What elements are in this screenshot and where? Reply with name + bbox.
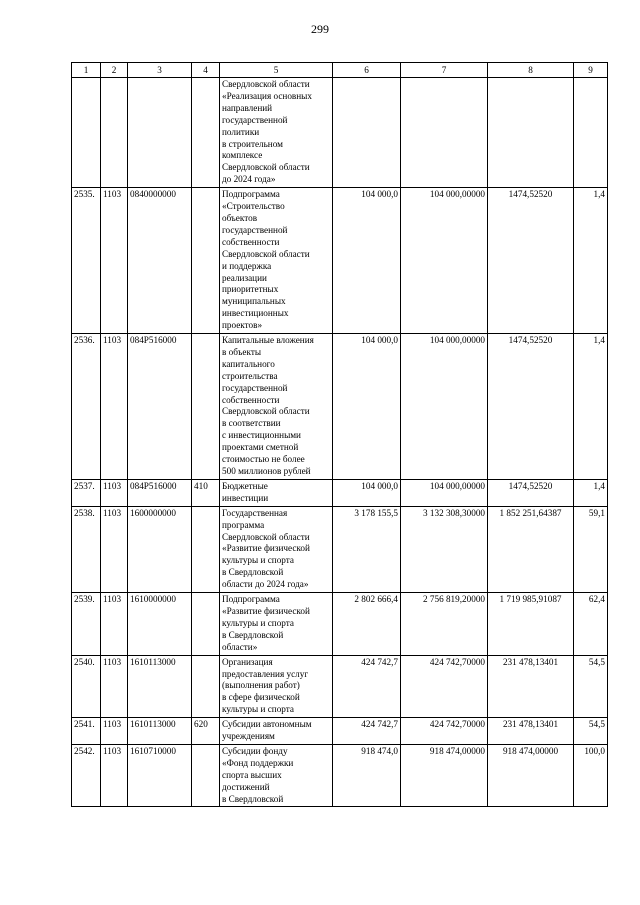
column-header: 8 [488, 63, 574, 78]
target-article-code-cell: 0840000000 [128, 188, 192, 334]
approved-amount-cell: 918 474,0 [333, 744, 401, 807]
expense-type-code-cell: 620 [192, 718, 220, 745]
row-number-cell: 2538. [72, 506, 101, 592]
column-header: 9 [574, 63, 608, 78]
table-row [72, 655, 608, 718]
column-header: 7 [401, 63, 488, 78]
execution-percent-cell: 1,4 [574, 334, 608, 480]
item-name-cell: Подпрограмма «Развитие физической культуры и спорта в Свердловской области» [220, 593, 333, 656]
section-code-cell: 1103 [101, 479, 128, 506]
section-code-cell: 1103 [101, 655, 128, 718]
item-name-cell: Бюджетные инвестиции [220, 479, 333, 506]
budget-allocation-cell: 104 000,00000 [401, 188, 488, 334]
approved-amount-cell: 2 802 666,4 [333, 593, 401, 656]
execution-percent-cell: 100,0 [574, 744, 608, 807]
item-name-cell: Государственная программа Свердловской области «Развитие физической культуры и спорта в Свердловской области до 2024 года» [220, 506, 333, 592]
section-code-cell: 1103 [101, 506, 128, 592]
target-article-code-cell: 1610000000 [128, 593, 192, 656]
page-number: 299 [311, 22, 329, 36]
item-name-cell: Капитальные вложения в объекты капитального строительства государственной собственности Свердловской области в соответствии с инвестиционными проектами сметной стоимостью не более 500 миллионов рублей [220, 334, 333, 480]
column-header: 3 [128, 63, 192, 78]
section-code-cell: 1103 [101, 593, 128, 656]
target-article-code-cell [128, 78, 192, 188]
table-row [72, 334, 608, 480]
row-number-cell: 2540. [72, 655, 101, 718]
column-header: 4 [192, 63, 220, 78]
expense-type-code-cell [192, 78, 220, 188]
execution-percent-cell: 62,4 [574, 593, 608, 656]
target-article-code-cell: 084P516000 [128, 479, 192, 506]
table-row [72, 593, 608, 656]
section-code-cell [101, 78, 128, 188]
approved-amount-cell: 3 178 155,5 [333, 506, 401, 592]
target-article-code-cell: 1610710000 [128, 744, 192, 807]
expense-type-code-cell [192, 593, 220, 656]
budget-allocation-cell: 918 474,00000 [401, 744, 488, 807]
execution-percent-cell: 1,4 [574, 479, 608, 506]
executed-amount-cell: 231 478,13401 [488, 655, 574, 718]
execution-percent-cell: 54,5 [574, 718, 608, 745]
row-number-cell: 2541. [72, 718, 101, 745]
budget-allocation-cell: 2 756 819,20000 [401, 593, 488, 656]
table-row [72, 479, 608, 506]
approved-amount-cell: 424 742,7 [333, 655, 401, 718]
approved-amount-cell: 104 000,0 [333, 479, 401, 506]
approved-amount-cell: 104 000,0 [333, 334, 401, 480]
executed-amount-cell: 1 719 985,91087 [488, 593, 574, 656]
item-name-cell: Субсидии автономным учреждениям [220, 718, 333, 745]
approved-amount-cell: 104 000,0 [333, 188, 401, 334]
table-row [72, 78, 608, 188]
table-row [72, 188, 608, 334]
budget-allocation-cell [401, 78, 488, 188]
item-name-cell: Свердловской области «Реализация основных направлений государственной политики в строительном комплексе Свердловской области до 2024 года» [220, 78, 333, 188]
row-number-cell: 2542. [72, 744, 101, 807]
column-header: 2 [101, 63, 128, 78]
expense-type-code-cell [192, 744, 220, 807]
table-row [72, 718, 608, 745]
section-code-cell: 1103 [101, 718, 128, 745]
section-code-cell: 1103 [101, 188, 128, 334]
expense-type-code-cell [192, 506, 220, 592]
executed-amount-cell: 1 852 251,64387 [488, 506, 574, 592]
approved-amount-cell: 424 742,7 [333, 718, 401, 745]
section-code-cell: 1103 [101, 334, 128, 480]
budget-allocation-cell: 104 000,00000 [401, 479, 488, 506]
row-number-cell: 2536. [72, 334, 101, 480]
approved-amount-cell [333, 78, 401, 188]
table-row [72, 744, 608, 807]
executed-amount-cell: 1474,52520 [488, 334, 574, 480]
budget-allocation-cell: 3 132 308,30000 [401, 506, 488, 592]
execution-percent-cell: 1,4 [574, 188, 608, 334]
executed-amount-cell: 1474,52520 [488, 188, 574, 334]
target-article-code-cell: 1610113000 [128, 718, 192, 745]
row-number-cell: 2537. [72, 479, 101, 506]
item-name-cell: Субсидии фонду «Фонд поддержки спорта высших достижений в Свердловской [220, 744, 333, 807]
target-article-code-cell: 1610113000 [128, 655, 192, 718]
budget-table [71, 62, 608, 807]
target-article-code-cell: 1600000000 [128, 506, 192, 592]
target-article-code-cell: 084P516000 [128, 334, 192, 480]
execution-percent-cell [574, 78, 608, 188]
executed-amount-cell: 231 478,13401 [488, 718, 574, 745]
budget-allocation-cell: 424 742,70000 [401, 718, 488, 745]
item-name-cell: Организация предоставления услуг (выполнения работ) в сфере физической культуры и спорта [220, 655, 333, 718]
column-header: 1 [72, 63, 101, 78]
table-header-row [72, 63, 608, 78]
row-number-cell: 2539. [72, 593, 101, 656]
column-header: 5 [220, 63, 333, 78]
expense-type-code-cell [192, 334, 220, 480]
executed-amount-cell: 918 474,00000 [488, 744, 574, 807]
executed-amount-cell [488, 78, 574, 188]
expense-type-code-cell [192, 188, 220, 334]
column-header: 6 [333, 63, 401, 78]
budget-allocation-cell: 104 000,00000 [401, 334, 488, 480]
executed-amount-cell: 1474,52520 [488, 479, 574, 506]
expense-type-code-cell: 410 [192, 479, 220, 506]
budget-allocation-cell: 424 742,70000 [401, 655, 488, 718]
execution-percent-cell: 59,1 [574, 506, 608, 592]
expense-type-code-cell [192, 655, 220, 718]
row-number-cell: 2535. [72, 188, 101, 334]
execution-percent-cell: 54,5 [574, 655, 608, 718]
section-code-cell: 1103 [101, 744, 128, 807]
row-number-cell [72, 78, 101, 188]
table-row [72, 506, 608, 592]
item-name-cell: Подпрограмма «Строительство объектов государственной собственности Свердловской области и поддержка реализации приоритетных муниципальных инвестиционных проектов» [220, 188, 333, 334]
